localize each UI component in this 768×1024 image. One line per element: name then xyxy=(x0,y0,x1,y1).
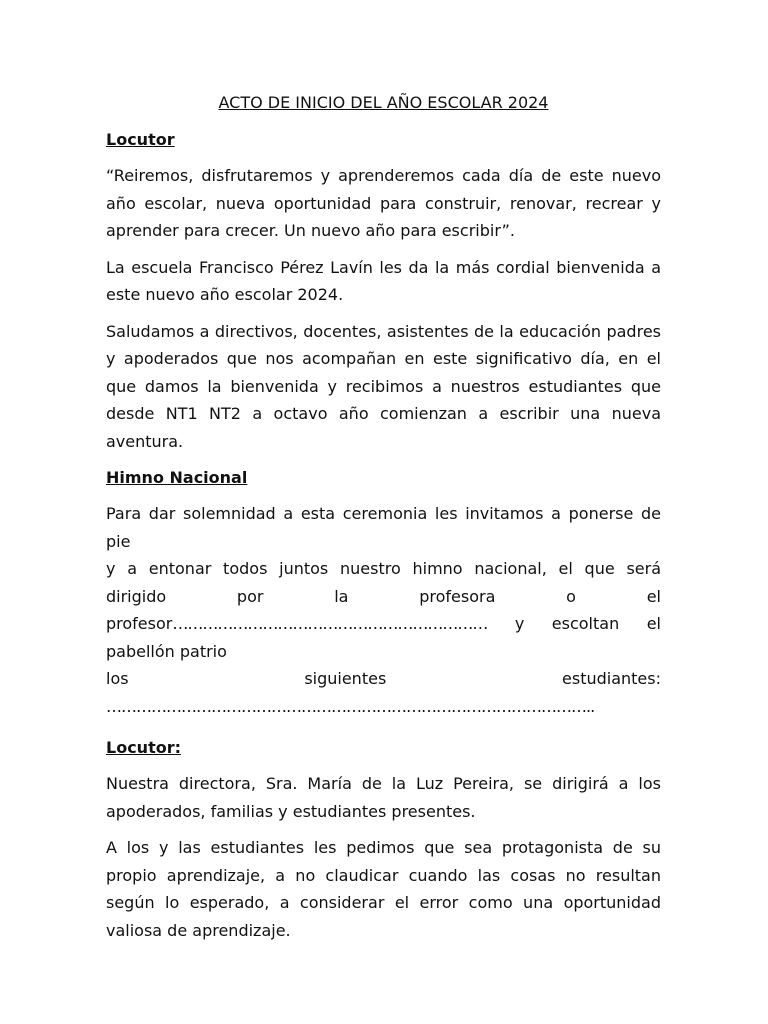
himno-line-4-end: y escoltan el pabellón patrio xyxy=(106,614,661,661)
document-title: ACTO DE INICIO DEL AÑO ESCOLAR 2024 xyxy=(218,93,549,112)
profesor-blank: ……………………………………………………… xyxy=(172,614,488,633)
himno-line-5: los siguientes estudiantes: xyxy=(106,669,661,688)
heading-locutor: Locutor xyxy=(106,130,175,149)
heading-locutor-2: Locutor: xyxy=(106,738,181,757)
paragraph-greetings: Saludamos a directivos, docentes, asistentes de la educación padres y apoderados que nos acompañan en este significativo día, en el que damos la bienvenida y recibimos a nuestros estudiantes que desde NT1 NT2 a octavo año comienzan a escribir una nueva aventura. xyxy=(106,321,661,451)
paragraph-himno xyxy=(106,500,661,720)
paragraph-intro-quote: “Reiremos, disfrutaremos y aprenderemos cada día de este nuevo año escolar, nueva oportunidad para construir, renovar, recrear y aprender para crecer. Un nuevo año para escribir”. xyxy=(106,166,661,240)
himno-line-4 xyxy=(106,610,661,665)
paragraph-directora: Nuestra directora, Sra. María de la Luz Pereira, se dirigirá a los apoderados, familias y estudiantes presentes. xyxy=(106,774,661,821)
document-page xyxy=(106,88,661,953)
paragraph-estudiantes: A los y las estudiantes les pedimos que sea protagonista de su propio aprendizaje, a no claudicar cuando las cosas no resultan según lo esperado, a considerar el error como una oportunidad valiosa de aprendizaje. xyxy=(106,838,661,940)
himno-line-2: y a entonar todos juntos nuestro himno nacional, el que será xyxy=(106,559,661,578)
himno-line-3: dirigido por la profesora o el xyxy=(106,586,661,606)
himno-line-4-start: profesor xyxy=(106,614,173,633)
paragraph-welcome: La escuela Francisco Pérez Lavín les da la más cordial bienvenida a este nuevo año escolar 2024. xyxy=(106,257,661,304)
heading-himno-nacional: Himno Nacional xyxy=(106,468,248,487)
estudiantes-blank: …………………………………………………………………………………….. xyxy=(106,696,595,716)
himno-line-1: Para dar solemnidad a esta ceremonia les invitamos a ponerse de pie xyxy=(106,504,661,551)
